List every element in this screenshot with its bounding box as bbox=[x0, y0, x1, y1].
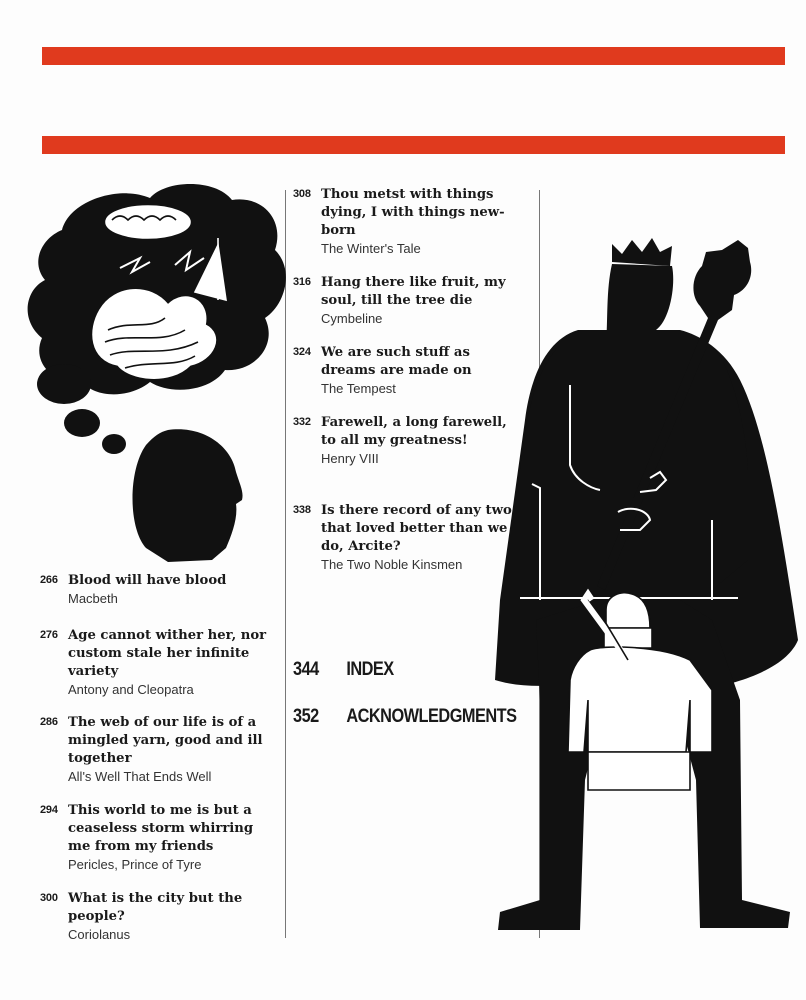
index-entry[interactable] bbox=[293, 659, 394, 681]
entry-page-number: 324 bbox=[293, 346, 311, 358]
king-body bbox=[520, 345, 748, 600]
contents-entry[interactable] bbox=[40, 890, 272, 943]
entry-quote-title: What is the city but the people? bbox=[68, 891, 243, 924]
entry-play-name: Antony and Cleopatra bbox=[68, 682, 194, 697]
entry-page-number: 276 bbox=[40, 629, 58, 641]
entry-page-number: 286 bbox=[40, 716, 58, 728]
acknowledgments-page-number: 352 bbox=[293, 706, 319, 727]
contents-entry[interactable] bbox=[40, 627, 272, 698]
crown bbox=[612, 238, 672, 266]
entry-play-name: The Winter's Tale bbox=[321, 241, 421, 256]
entry-quote-title: We are such stuff as dreams are made on bbox=[321, 345, 472, 378]
entry-quote-title: Hang there like fruit, my soul, till the tree die bbox=[321, 275, 506, 308]
entry-page-number: 294 bbox=[40, 804, 58, 816]
entry-quote-title: This world to me is but a ceaseless storm whirring me from my friends bbox=[68, 803, 254, 854]
contents-entry[interactable] bbox=[40, 572, 272, 607]
index-page-number: 344 bbox=[293, 659, 319, 680]
entry-quote-title: Blood will have blood bbox=[68, 573, 227, 588]
acknowledgments-entry[interactable] bbox=[293, 706, 517, 728]
entry-quote-title: Thou metst with things dying, I with things new-born bbox=[321, 187, 505, 238]
entry-page-number: 338 bbox=[293, 504, 311, 516]
entry-play-name: The Tempest bbox=[321, 381, 396, 396]
entry-page-number: 266 bbox=[40, 574, 58, 586]
entry-play-name: Macbeth bbox=[68, 591, 118, 606]
contents-entry[interactable] bbox=[293, 502, 525, 573]
contents-entry[interactable] bbox=[40, 802, 272, 873]
contents-entry[interactable] bbox=[293, 344, 525, 397]
entry-quote-title: The web of our life is of a mingled yarn, good and ill together bbox=[68, 715, 263, 766]
contents-entry[interactable] bbox=[293, 414, 525, 467]
entry-play-name: Coriolanus bbox=[68, 927, 131, 942]
entry-play-name: The Two Noble Kinsmen bbox=[321, 557, 463, 572]
entry-quote-title: Is there record of any two that loved better than we do, Arcite? bbox=[321, 503, 512, 554]
contents-entry[interactable] bbox=[293, 186, 525, 257]
contents-entry[interactable] bbox=[40, 714, 272, 785]
entry-play-name: Henry VIII bbox=[321, 451, 379, 466]
entry-play-name: Cymbeline bbox=[321, 311, 383, 326]
entry-quote-title: Farewell, a long farewell, to all my greatness! bbox=[321, 415, 507, 448]
entry-play-name: All's Well That Ends Well bbox=[68, 769, 212, 784]
entry-page-number: 300 bbox=[40, 892, 58, 904]
entry-play-name: Pericles, Prince of Tyre bbox=[68, 857, 202, 872]
contents-entry[interactable] bbox=[293, 274, 525, 327]
entry-page-number: 308 bbox=[293, 188, 311, 200]
acknowledgments-label: ACKNOWLEDGMENTS bbox=[346, 706, 517, 727]
entry-page-number: 332 bbox=[293, 416, 311, 428]
entry-quote-title: Age cannot wither her, nor custom stale her infinite variety bbox=[68, 628, 267, 679]
entry-page-number: 316 bbox=[293, 276, 311, 288]
index-label: INDEX bbox=[346, 659, 394, 680]
